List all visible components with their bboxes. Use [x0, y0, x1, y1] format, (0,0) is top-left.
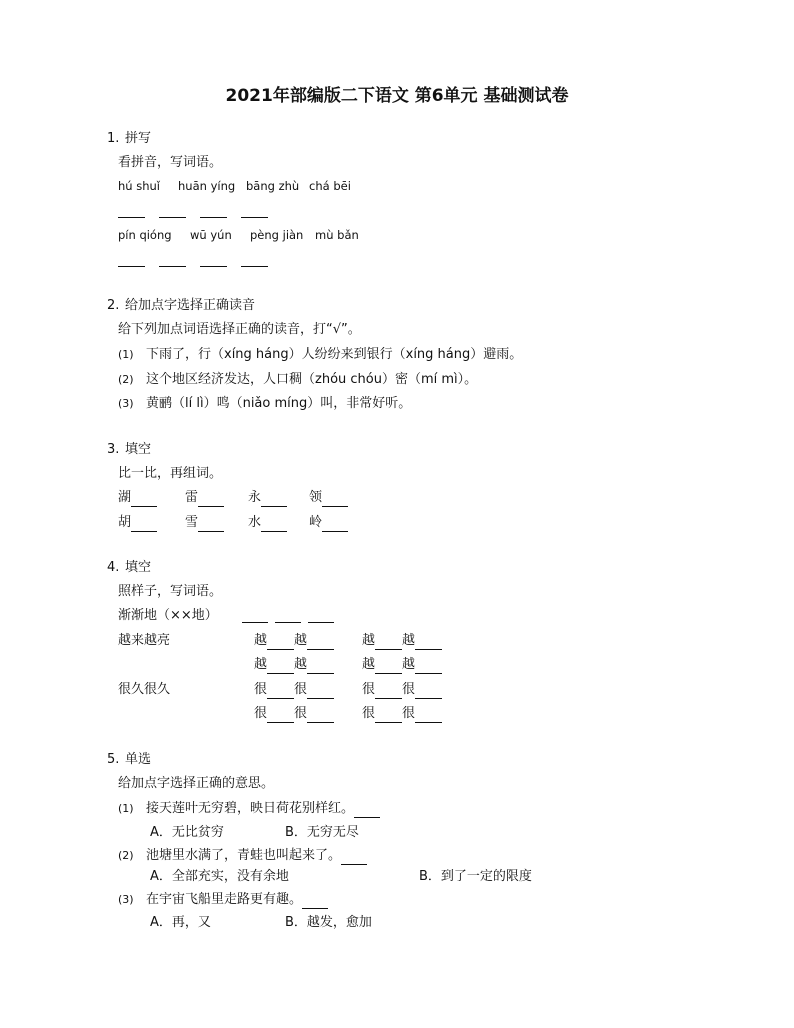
q1-blank[interactable]	[159, 266, 186, 267]
q5-answer-blank[interactable]	[341, 848, 367, 865]
q5-item-number: (2)	[118, 849, 134, 862]
q4-yue-row	[254, 633, 334, 650]
q2-item-text: 这个地区经济发达，人口稠（zhóu chóu）密（mí mì）。	[146, 372, 478, 387]
q5-option-a[interactable]: A．无比贫穷	[150, 825, 224, 840]
q2-item-text: 下雨了，行（xíng háng）人纷纷来到银行（xíng háng）避雨。	[146, 347, 523, 362]
q5-option-b[interactable]: B．无穷无尽	[285, 825, 359, 840]
q5-type: 单选	[125, 752, 152, 767]
q1-type: 拼写	[125, 131, 152, 146]
q1-instruction: 看拼音，写词语。	[118, 155, 223, 170]
q4-yue-row	[362, 633, 442, 650]
q4-hen-char: 很	[254, 682, 268, 697]
q3-blank[interactable]	[261, 515, 287, 532]
q1-pinyin-8: mù bǎn	[315, 228, 359, 242]
q1-header	[107, 131, 151, 147]
q4-blank[interactable]	[375, 682, 402, 699]
q2-item-text: 黄鹂（lí lì）鸣（niǎo míng）叫，非常好听。	[146, 396, 412, 411]
q3-blank[interactable]	[322, 515, 348, 532]
q5-answer-blank[interactable]	[354, 801, 380, 818]
q5-answer-blank[interactable]	[302, 892, 328, 909]
q4-hen-row	[362, 682, 442, 699]
q3-blank[interactable]	[198, 515, 224, 532]
q3-char-text: 雷	[185, 490, 199, 505]
q5-item-2	[118, 848, 367, 865]
q4-hen-row	[362, 706, 442, 723]
q5-item-text: 接天莲叶无穷碧，映日荷花别样红。	[146, 801, 355, 816]
q5-item-number: (1)	[118, 802, 134, 815]
q1-pinyin-5: pín qióng	[118, 228, 172, 242]
q5-option-b[interactable]: B．越发，愈加	[285, 915, 372, 930]
q1-blank[interactable]	[159, 217, 186, 218]
q4-hen-char: 很	[362, 706, 376, 721]
q4-blank[interactable]	[307, 633, 334, 650]
q2-item-number: (3)	[118, 397, 134, 410]
q4-example-1: 渐渐地（××地）	[118, 608, 218, 623]
q4-blank[interactable]	[375, 633, 402, 650]
q4-blank[interactable]	[415, 706, 442, 723]
q4-hen-char: 很	[402, 682, 416, 697]
q3-blank[interactable]	[322, 490, 348, 507]
q5-option-a[interactable]: A．再，又	[150, 915, 211, 930]
q3-number: 3.	[107, 442, 120, 457]
q4-yue-char: 越	[362, 657, 376, 672]
q4-blank[interactable]	[267, 706, 294, 723]
q3-blank[interactable]	[198, 490, 224, 507]
q4-header	[107, 560, 151, 576]
q4-type: 填空	[125, 560, 152, 575]
q4-blank[interactable]	[242, 622, 268, 623]
q4-hen-char: 很	[402, 706, 416, 721]
q3-char	[248, 490, 287, 507]
q5-item-text: 在宇宙飞船里走路更有趣。	[146, 892, 303, 907]
q4-example-2: 越来越亮	[118, 633, 171, 648]
q4-yue-char: 越	[362, 633, 376, 648]
q4-blank[interactable]	[375, 706, 402, 723]
q3-char	[309, 515, 348, 532]
q3-header	[107, 442, 151, 458]
q3-instruction: 比一比，再组词。	[118, 466, 223, 481]
q4-blank[interactable]	[415, 682, 442, 699]
q1-blank[interactable]	[241, 217, 268, 218]
q5-header	[107, 752, 151, 768]
q2-number: 2.	[107, 298, 120, 313]
q2-item-number: (1)	[118, 348, 134, 361]
q3-char	[248, 515, 287, 532]
q5-item-3	[118, 892, 328, 909]
q4-yue-char: 越	[294, 657, 308, 672]
q1-blank[interactable]	[118, 266, 145, 267]
q4-blank[interactable]	[308, 622, 334, 623]
q1-pinyin-2: huān yíng	[178, 179, 236, 193]
q3-type: 填空	[125, 442, 152, 457]
q3-char	[118, 515, 157, 532]
q5-item-number: (3)	[118, 893, 134, 906]
q1-number: 1.	[107, 131, 120, 146]
q3-char-text: 永	[248, 490, 262, 505]
q3-char-text: 雪	[185, 515, 199, 530]
q2-header	[107, 298, 255, 314]
q3-char-text: 胡	[118, 515, 132, 530]
q2-item-3	[118, 396, 411, 412]
q5-option-b[interactable]: B．到了一定的限度	[419, 869, 532, 884]
q3-char-text: 水	[248, 515, 262, 530]
q5-option-a[interactable]: A．全部充实，没有余地	[150, 869, 289, 884]
q3-char-text: 湖	[118, 490, 132, 505]
q2-instruction: 给下列加点词语选择正确的读音，打“√”。	[118, 322, 361, 337]
q4-hen-char: 很	[294, 682, 308, 697]
q1-pinyin-3: bāng zhù	[246, 179, 300, 193]
q3-char	[185, 515, 224, 532]
q4-hen-row	[254, 706, 334, 723]
q3-blank[interactable]	[261, 490, 287, 507]
q3-char-text: 领	[309, 490, 323, 505]
q4-blank[interactable]	[267, 657, 294, 674]
q4-blank[interactable]	[275, 622, 301, 623]
q2-item-2	[118, 372, 477, 388]
q4-yue-row	[254, 657, 334, 674]
q4-blank[interactable]	[307, 682, 334, 699]
q4-blank[interactable]	[267, 682, 294, 699]
q1-blank[interactable]	[200, 217, 227, 218]
q4-yue-char: 越	[294, 633, 308, 648]
q4-blank[interactable]	[267, 633, 294, 650]
q4-hen-char: 很	[362, 682, 376, 697]
q1-pinyin-4: chá bēi	[309, 179, 351, 193]
q2-type: 给加点字选择正确读音	[125, 298, 256, 313]
q5-instruction: 给加点字选择正确的意思。	[118, 776, 275, 791]
q4-hen-char: 很	[254, 706, 268, 721]
q5-number: 5.	[107, 752, 120, 767]
q3-blank[interactable]	[131, 515, 157, 532]
q3-char-text: 岭	[309, 515, 323, 530]
q4-instruction: 照样子，写词语。	[118, 584, 223, 599]
q1-pinyin-1: hú shuǐ	[118, 179, 160, 193]
q4-hen-char: 很	[294, 706, 308, 721]
q1-blank[interactable]	[200, 266, 227, 267]
q3-char	[309, 490, 348, 507]
q4-yue-row	[362, 657, 442, 674]
q1-pinyin-7: pèng jiàn	[250, 228, 304, 242]
q4-blank[interactable]	[375, 657, 402, 674]
q4-yue-char: 越	[254, 633, 268, 648]
q1-blank[interactable]	[241, 266, 268, 267]
q4-blank[interactable]	[307, 706, 334, 723]
q4-yue-char: 越	[254, 657, 268, 672]
q4-hen-row	[254, 682, 334, 699]
q4-blank[interactable]	[415, 633, 442, 650]
q4-example-3: 很久很久	[118, 682, 171, 697]
q1-blank[interactable]	[118, 217, 145, 218]
q4-yue-char: 越	[402, 633, 416, 648]
q3-blank[interactable]	[131, 490, 157, 507]
q4-blank[interactable]	[307, 657, 334, 674]
q4-yue-char: 越	[402, 657, 416, 672]
page-title: 2021年部编版二下语文 第6单元 基础测试卷	[225, 86, 569, 106]
q1-pinyin-6: wū yún	[190, 228, 232, 242]
q2-item-number: (2)	[118, 373, 134, 386]
q4-number: 4.	[107, 560, 120, 575]
q3-char	[185, 490, 224, 507]
q3-char	[118, 490, 157, 507]
q5-item-text: 池塘里水满了，青蛙也叫起来了。	[146, 848, 342, 863]
q2-item-1	[118, 347, 522, 363]
q4-blank[interactable]	[415, 657, 442, 674]
q5-item-1	[118, 801, 380, 818]
